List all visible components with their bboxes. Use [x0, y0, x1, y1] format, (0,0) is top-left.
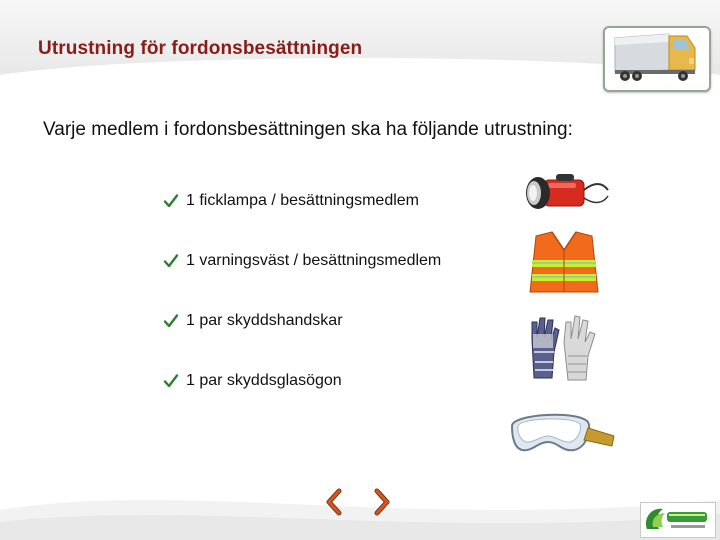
truck-icon — [605, 28, 705, 86]
item-label: 1 varningsväst / besättningsmedlem — [186, 252, 442, 269]
logo-icon — [641, 503, 713, 535]
slide-title: Utrustning för fordonsbesättningen — [38, 38, 363, 59]
gloves-icon — [524, 312, 602, 384]
flashlight-icon — [522, 168, 614, 220]
list-item — [163, 189, 419, 213]
logo — [640, 502, 716, 538]
list-item — [163, 369, 342, 393]
checkmark-icon — [163, 253, 179, 269]
list-item — [163, 309, 343, 333]
chevron-left-icon[interactable] — [324, 488, 344, 516]
list-item — [163, 249, 441, 273]
checkmark-icon — [163, 313, 179, 329]
truck-badge — [603, 26, 711, 92]
item-label: 1 par skyddshandskar — [186, 312, 343, 329]
item-label: 1 ficklampa / besättningsmedlem — [186, 192, 419, 209]
checkmark-icon — [163, 193, 179, 209]
goggles-icon — [508, 406, 620, 462]
checkmark-icon — [163, 373, 179, 389]
chevron-right-icon[interactable] — [372, 488, 392, 516]
bottom-wave — [0, 470, 720, 540]
slide-subtitle: Varje medlem i fordonsbesättningen ska ha följande utrustning: — [43, 119, 573, 140]
safety-vest-icon — [526, 230, 602, 296]
item-label: 1 par skyddsglasögon — [186, 372, 342, 389]
